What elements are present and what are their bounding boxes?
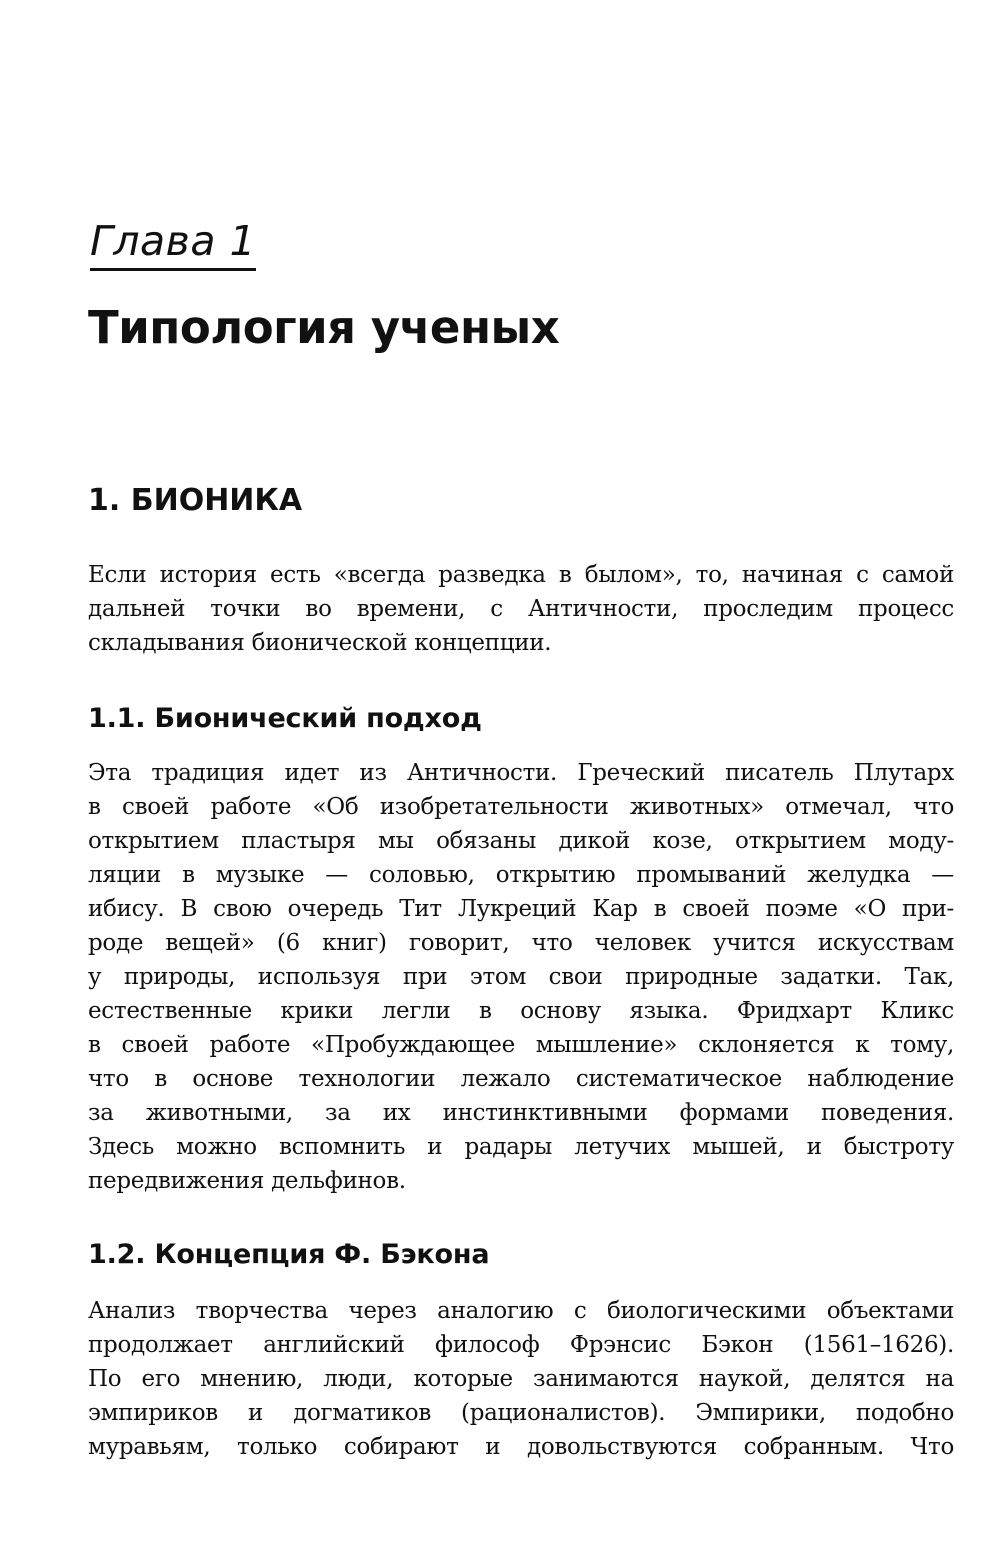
text-line: роде вещей» (6 книг) говорит, что человек учится искусствам xyxy=(88,930,954,956)
paragraph-bacon-concept xyxy=(88,1294,954,1464)
text-line: продолжает английский философ Фрэнсис Бэкон (1561–1626). xyxy=(88,1332,954,1358)
text-line: эмпириков и догматиков (рационалистов). Эмпирики, подобно xyxy=(88,1400,954,1426)
text-line: Если история есть «всегда разведка в былом», то, начиная с самой xyxy=(88,562,954,588)
text-line: Анализ творчества через аналогию с биологическими объектами xyxy=(88,1298,954,1324)
text-line: ибису. В свою очередь Тит Лукреций Кар в своей поэме «О при- xyxy=(88,896,954,922)
text-line: открытием пластыря мы обязаны дикой козе, открытием моду- xyxy=(88,828,954,854)
text-line: что в основе технологии лежало систематическое наблюдение xyxy=(88,1066,954,1092)
section-heading-bionics: 1. БИОНИКА xyxy=(88,483,303,518)
chapter-title: Типология ученых xyxy=(88,301,560,354)
section-heading-bionic-approach: 1.1. Бионический подход xyxy=(88,703,482,734)
book-page xyxy=(88,0,954,1544)
text-line: муравьям, только собирают и довольствуются собранным. Что xyxy=(88,1434,954,1460)
text-line: Здесь можно вспомнить и радары летучих мышей, и быстроту xyxy=(88,1134,954,1160)
text-line: Эта традиция идет из Античности. Греческий писатель Плутарх xyxy=(88,760,954,786)
text-line: ляции в музыке — соловью, открытию промываний желудка — xyxy=(88,862,954,888)
section-heading-bacon-concept: 1.2. Концепция Ф. Бэкона xyxy=(88,1239,490,1270)
text-line: передвижения дельфинов. xyxy=(88,1168,406,1194)
paragraph-intro xyxy=(88,558,954,660)
text-line: у природы, используя при этом свои природные задатки. Так, xyxy=(88,964,954,990)
text-line: в своей работе «Об изобретательности животных» отмечал, что xyxy=(88,794,954,820)
text-line: По его мнению, люди, которые занимаются наукой, делятся на xyxy=(88,1366,954,1392)
text-line: складывания бионической концепции. xyxy=(88,630,552,656)
text-line: дальней точки во времени, с Античности, проследим процесс xyxy=(88,596,954,622)
paragraph-bionic-approach xyxy=(88,756,954,1198)
text-line: в своей работе «Пробуждающее мышление» склоняется к тому, xyxy=(88,1032,954,1058)
text-line: за животными, за их инстинктивными формами поведения. xyxy=(88,1100,954,1126)
text-line: естественные крики легли в основу языка. Фридхарт Кликс xyxy=(88,998,954,1024)
chapter-label: Глава 1 xyxy=(90,214,256,271)
